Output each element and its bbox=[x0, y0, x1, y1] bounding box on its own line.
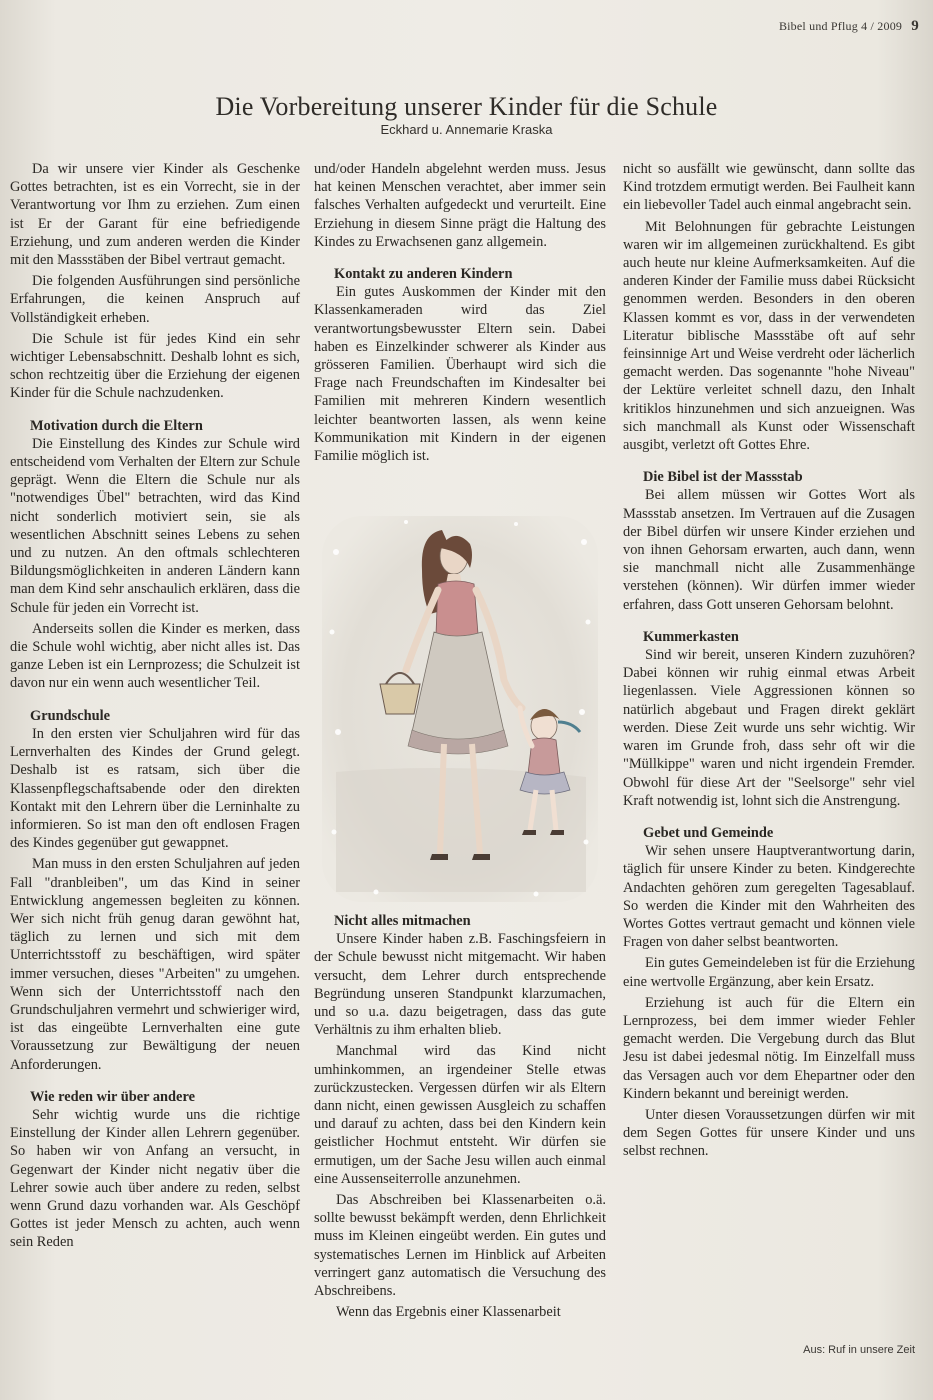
paragraph: Anderseits sollen die Kinder es merken, dass die Schule wohl wichtig, aber nicht alles ist. Das ganze Leben ist ein Lernprozess; die Schulzeit ist davon nur ein wenn auch wesentlicher Teil. bbox=[10, 620, 300, 692]
paragraph: und/oder Handeln abgelehnt werden muss. Jesus hat keinen Menschen verachtet, aber immer sein falsches Verhalten aufgedeckt und verurteilt. Eine Erziehung in diesem Sinne prägt die Haltung des Kindes zu Erwachsenen ganz allgemein. bbox=[314, 161, 606, 250]
paragraph: Da wir unsere vier Kinder als Geschenke Gottes betrachten, ist es ein Vorrecht, sie in der Verantwortung vor Ihm zu erziehen. Zum einen ist Er der Garant für eine befriedigende Erziehung, und zum anderen werden die Kinder mit den Massstäben der Bibel vertraut gemacht. bbox=[10, 161, 300, 269]
paragraph: Ein gutes Gemeindeleben ist für die Erziehung eine wertvolle Ergänzung, aber kein Ersatz. bbox=[623, 955, 915, 990]
paragraph: Sehr wichtig wurde uns die richtige Einstellung der Kinder allen Lehrern gegenüber. So haben wir von Anfang an versucht, in Gegenwart der Kinder nicht negativ über die Lehrer sowie auch über andere zu reden, selbst wenn Grund dazu vorhanden war. Als Geschöpf Gottes ist jeder Mensch zu achten, auch wenn sein Reden bbox=[10, 1106, 300, 1251]
section-heading: Grundschule bbox=[30, 707, 110, 724]
mother-child-illustration bbox=[316, 512, 604, 907]
paragraph: nicht so ausfällt wie gewünscht, dann sollte das Kind trotzdem ermutigt werden. Bei Faulheit kann ein liebevoller Tadel auch einmal angebracht sein. bbox=[623, 161, 915, 214]
paragraph: Ein gutes Auskommen der Kinder mit den Klassenkameraden wird das Ziel verantwortungsbewusster Eltern sein. Dabei haben es Einzelkinder schwerer als Kinder aus grösseren Familien. Überhaupt wird sich die Frage nach Freundschaften im Kindesalter bei Familien mit mehreren Kindern wesentlich leichter beantworten lassen, als wenn keine Kommunikation mit Kindern in der eigenen Familie möglich ist. bbox=[314, 284, 606, 465]
section-heading: Kontakt zu anderen Kindern bbox=[334, 266, 513, 283]
article-authors: Eckhard u. Annemarie Kraska bbox=[380, 122, 553, 137]
paragraph: Mit Belohnungen für gebrachte Leistungen waren wir im allgemeinen zurückhaltend. Es gibt auch heute nur kleine Aufmerksamkeiten. Auf die anderen Kinder der Familie muss dabei Rücksicht genommen werden. Besonders in den oberen Klassen kommt es vor, dass in der verwendeten Literatur biblische Massstäbe oft auf sehr feinsinnige Art und Weise verdreht oder lächerlich gemacht werden. Das sogenannte "hohe Niveau" der Lektüre verleitet schnell dazu, den Inhalt kritiklos hinzunehmen und sich anzueignen. Was sich manchmall als Kunst oder Wissenschaft ausgibt, verletzt oft Gottes Ehre. bbox=[623, 218, 915, 454]
paragraph: Die Schule ist für jedes Kind ein sehr wichtiger Lebensabschnitt. Deshalb lohnt es sich, schon rechtzeitig über die Erziehung der eigenen Kinder für die Schule nachzudenken. bbox=[10, 330, 300, 402]
section-heading: Wie reden wir über andere bbox=[30, 1088, 195, 1105]
paragraph: Wir sehen unsere Hauptverantwortung darin, täglich für unsere Kinder zu beten. Kindgerechte Andachten gehören zum geregelten Tagesablauf. So werden die Kinder mit den Wahrheiten des Wortes Gottes vertraut gemacht und können viele Fragen von daher selbst beantworten. bbox=[623, 843, 915, 951]
column-2 bbox=[314, 160, 606, 468]
column-3 bbox=[623, 160, 915, 1164]
page-number: 9 bbox=[911, 18, 919, 34]
paragraph: Bei allem müssen wir Gottes Wort als Massstab ansetzen. Im Vertrauen auf die Zusagen der Bibel dürfen wir unsere Kinder erziehen und von ihnen Gehorsam erwarten, auch dann, wenn sie manchmall nicht alle Zusammenhänge verstehen (können). Wir dürfen immer wieder erfahren, dass Gott unseren Gehorsam belohnt. bbox=[623, 487, 915, 613]
column-1 bbox=[10, 160, 300, 1255]
column-2-continued bbox=[314, 912, 606, 1324]
paragraph: Die Einstellung des Kindes zur Schule wird entscheidend vom Verhalten der Eltern zur Schule geprägt. Wenn die Eltern die Schule nur als "notwendiges Übel" betrachten, wird das Kind nicht sonderlich motiviert sein, sie als wesentlichen Abschnitt seines Lebens zu sehen und zu nutzen. An den oftmals schlechteren Bildungsmöglichkeiten in anderen Ländern kann man dem Kind sehr anschaulich erklären, dass die Schule für jeden ein Vorrecht ist. bbox=[10, 435, 300, 616]
paragraph: Das Abschreiben bei Klassenarbeiten o.ä. sollte bewusst bekämpft werden, denn Ehrlichkeit muss im Kleinen eingeübt werden. Ein gutes und systematisches Lernen im Hinblick auf Arbeiten verringert ganz automatisch die Versuchung des Abschreibens. bbox=[314, 1192, 606, 1300]
paragraph: Unter diesen Voraussetzungen dürfen wir mit dem Segen Gottes für unsere Kinder und uns selbst rechnen. bbox=[623, 1106, 915, 1160]
article-title: Die Vorbereitung unserer Kinder für die Schule bbox=[215, 92, 718, 121]
paragraph: Unsere Kinder haben z.B. Faschingsfeiern in der Schule bewusst nicht mitgemacht. Wir haben versucht, dem Lehrer durch entsprechende Begründung unseren Standpunkt klarzumachen, und so u.a. dazu beigetragen, dass das gute Verhältnis zu ihm erhalten blieb. bbox=[314, 931, 606, 1039]
paragraph: Wenn das Ergebnis einer Klassenarbeit bbox=[336, 1304, 561, 1321]
paragraph: Sind wir bereit, unseren Kindern zuzuhören? Dabei können wir ruhig einmal etwas Arbeit liegenlassen. Viele Aggressionen können so natürlich abgebaut und Fragen direkt geklärt werden. Diese Zeit wurde uns sehr wichtig. Wir waren im Grunde froh, dass sehr oft wir die "Müllkippe" waren und nicht irgendein Fremder. Obwohl für diese Art der "Seelsorge" sehr viel Kraft notwendig ist, lohnt sich die Anstrengung. bbox=[623, 647, 915, 809]
paragraph: Man muss in den ersten Schuljahren auf jeden Fall "dranbleiben", um das Kind in seiner Entwicklung angemessen begleiten zu können. Wer sich nicht früh genug daran gewöhnt hat, täglich zu lernen und sich mit dem Unterrichtsstoff zu beschäftigen, wird später immer versuchen, dieses "Arbeiten" zu umgehen. Wenn sich der Unterrichtsstoff nach den Grundschuljahren vermehrt und schwieriger wird, ist das eingeübte Lernverhalten eine gute Voraussetzung zur Bewältigung der neuen Anforderungen. bbox=[10, 856, 300, 1073]
page-header bbox=[779, 18, 919, 35]
section-heading: Die Bibel ist der Massstab bbox=[643, 469, 803, 486]
section-heading: Kummerkasten bbox=[643, 628, 739, 645]
source-credit: Aus: Ruf in unsere Zeit bbox=[803, 1344, 915, 1356]
handbag bbox=[380, 684, 420, 714]
magazine-name: Bibel und Pflug bbox=[778, 19, 858, 33]
section-heading: Nicht alles mitmachen bbox=[334, 913, 471, 929]
paragraph: Die folgenden Ausführungen sind persönliche Erfahrungen, die keinen Anspruch auf Vollständigkeit erheben. bbox=[10, 273, 300, 326]
paragraph: Manchmal wird das Kind nicht umhinkommen, an irgendeiner Stelle etwas zurückzustecken. Vergessen dürfen wir als Eltern dann nicht, einen gewissen Ausgleich zu schaffen und darauf zu achten, dass bei den Kindern kein geistlicher Hochmut entsteht. Wir dürfen sie ermutigen, um der Sache Jesu willen auch einmal eine Aussenseiterrolle anzunehmen. bbox=[314, 1043, 606, 1187]
section-heading: Gebet und Gemeinde bbox=[643, 824, 774, 841]
issue-number: 4 / 2009 bbox=[861, 19, 903, 33]
paragraph: Erziehung ist auch für die Eltern ein Lernprozess, bei dem immer wieder Fehler gemacht werden. Die Vergebung durch das Blut Jesu ist dabei jedesmal nötig. Im Einzelfall muss das Versagen auch vor dem Ehepartner oder den Kindern bekannt und bereinigt werden. bbox=[623, 994, 915, 1102]
paragraph: In den ersten vier Schuljahren wird für das Lernverhalten des Kindes der Grund gelegt. Deshalb ist es ratsam, sich über die Klassenpflegschaftsabende oder den direkten Kontakt mit den Lehrern über die Lerninhalte zu informieren. So ist man den oft endlosen Fragen des Kindes gegenüber gut gewappnet. bbox=[10, 725, 300, 852]
section-heading: Motivation durch die Eltern bbox=[30, 417, 203, 434]
